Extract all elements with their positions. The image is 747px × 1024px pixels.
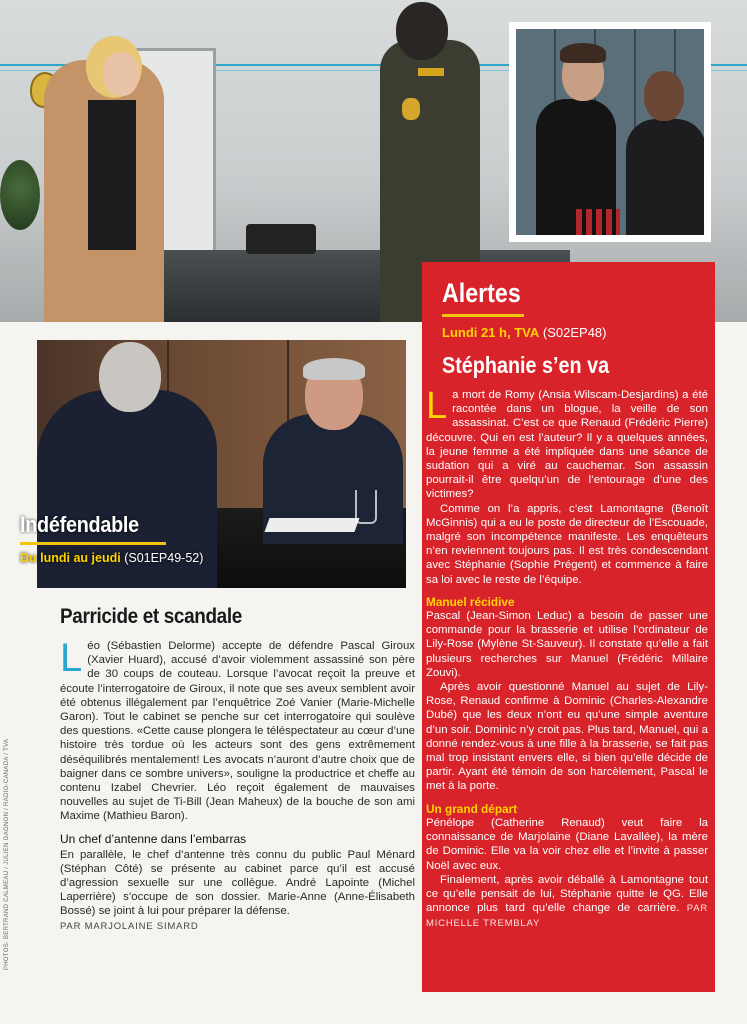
schedule-when: Lundi 21 h, TVA bbox=[442, 325, 540, 340]
sidebar-title-underline bbox=[442, 314, 524, 317]
drop-cap: L bbox=[426, 385, 448, 427]
episode-code: (S02EP48) bbox=[542, 325, 607, 340]
episode-code: (S01EP49-52) bbox=[124, 551, 204, 565]
article-headline: Parricide et scandale bbox=[60, 604, 242, 628]
show-schedule bbox=[20, 551, 203, 565]
byline: PAR MICHELLE TREMBLAY bbox=[426, 903, 708, 930]
paragraph-text: Finalement, après avoir déballé à Lamontagne tout ce qu’elle pensait de lui, Stéphanie quitte le QG. Elle annonce plus tard qu’elle change de carrière. bbox=[426, 873, 708, 915]
section-heading: Manuel récidive bbox=[426, 594, 515, 609]
body-text: En parallèle, le chef d’antenne très connu du public Paul Ménard (Stéphan Côté) se présente au cabinet parce qu’il est accusé d’agression sexuelle sur une collègue. André Lapointe (Michel Laperrière) s’occupe de son dossier. Marie-Anne (Anne-Élisabeth Bossé) se joint à lui pour préparer la défense. bbox=[60, 848, 415, 918]
schedule-when: Du lundi au jeudi bbox=[20, 551, 121, 565]
inset-photo bbox=[509, 22, 711, 242]
drop-cap: L bbox=[60, 636, 83, 680]
section-heading: Un grand départ bbox=[426, 801, 518, 816]
byline: PAR MARJOLAINE SIMARD bbox=[60, 920, 199, 932]
sidebar-show-title: Alertes bbox=[442, 278, 521, 308]
paragraph: Après avoir questionné Manuel au sujet de Lily-Rose, Renaud confirme à Dominic (Charles-Alexandre Dubé) que les deux n’ont eu qu’une simple aventure d’un soir. Dominic n’y croit pas. Plus tard, Manuel, qui a donné rendez-vous à une fille à la brasserie, se fait pas mal trop insistant envers elle, si bien qu’elle décide de partir. Ayant été témoin de son harcèlement, Pascal le met à la porte. bbox=[426, 681, 708, 793]
article-body bbox=[60, 636, 415, 824]
article-body-2 bbox=[60, 848, 415, 934]
sidebar-body bbox=[426, 385, 708, 932]
body-text: éo (Sébastien Delorme) accepte de défendre Pascal Giroux (Xavier Huard), accusé d’avoir violemment assassiné son père de 30 coups de couteau. Lorsque l’avocat reçoit la preuve et écoute l’interrogatoire de Giroux, il note que ses aveux semblent avoir été obtenus illégalement par l’enquêtrice Zoé Vanier (Marie-Michelle Garon). Tout le cabinet se penche sur cet interrogatoire qui soulève des questions. «Cette cause plongera le téléspectateur au cœur d’une histoire très tordue où les acteurs sont des gens extrêmement déséquilibrés mentalement! Les avocats n’auront d’autre choix que de baigner dans ce sombre univers», souligne la productrice et cheffe au contenu Izabel Chevrier. Léo reçoit également de mauvaises nouvelles au sujet de Ti-Bill (Jean Maheux) de la bouche de son ami Maxime (Mathieu Baron). bbox=[60, 640, 415, 823]
paragraph bbox=[426, 873, 708, 932]
paragraph: Pénélope (Catherine Renaud) veut faire la connaissance de Marjolaine (Diane Lavallée), la mère de Dominic. Elle va la voir chez elle et l’invite à passer Noël avec eux. bbox=[426, 816, 708, 872]
paragraph bbox=[426, 385, 708, 502]
paragraph-text: a mort de Romy (Ansia Wilscam-Desjardins) a été racontée dans un blogue, la veille de son assassinat. C’est ce que Renaud (Frédéric Pierre) découvre. Qui en est l’auteur? Il y a quelques années, la jeune femme a été impliquée dans une séance de sudation qui a viré au cauchemar. Son assassin pourrait-il être quelqu’un de l’entourage d’une des victimes? bbox=[426, 389, 708, 501]
show-title: Indéfendable bbox=[20, 512, 139, 537]
paragraph: Pascal (Jean-Simon Leduc) a besoin de passer une commande pour la brasserie et utilise l’ordinateur de Lily-Rose (Mylène St-Sauveur). Il constate qu’elle a fait plusieurs recherches sur Manuel (Frédéric Millaire Zouvi). bbox=[426, 610, 708, 679]
title-underline bbox=[20, 542, 166, 545]
article-subhead: Un chef d’antenne dans l’embarras bbox=[60, 831, 247, 846]
paragraph: Comme on l’a appris, c’est Lamontagne (Benoît McGinnis) qui a eu le poste de directeur de l’Escouade, malgré son incompétence manifeste. Les enquêteurs n’en reviennent toujours pas. Il est très condescendant avec Stéphanie (Sophie Prégent) et commence à faire sa loi avec le reste de l’équipe. bbox=[426, 502, 708, 586]
sidebar-headline: Stéphanie s’en va bbox=[442, 352, 610, 378]
photo-credit: PHOTOS: BERTRAND CALMEAU / JULIEN GAGNON / RADIO-CANADA / TVA bbox=[4, 738, 10, 970]
left-article bbox=[60, 604, 415, 934]
left-show-header bbox=[20, 512, 203, 565]
sidebar-schedule bbox=[442, 325, 606, 340]
